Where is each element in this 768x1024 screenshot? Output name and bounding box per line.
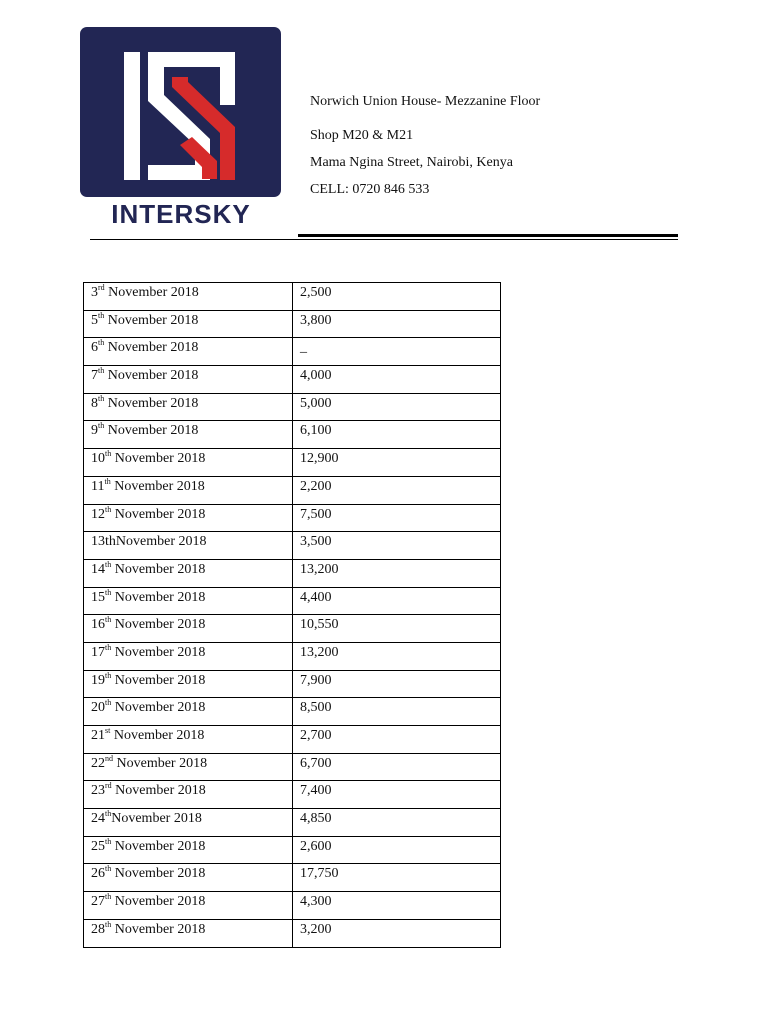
date-cell xyxy=(84,338,293,366)
amount-cell: 3,800 xyxy=(293,310,501,338)
date-cell xyxy=(84,421,293,449)
table-row xyxy=(84,642,501,670)
header-divider-thin xyxy=(90,239,678,240)
date-cell xyxy=(84,698,293,726)
date-day: 27 xyxy=(91,894,105,910)
amount-cell: 17,750 xyxy=(293,864,501,892)
date-day: 24 xyxy=(91,811,105,827)
date-cell xyxy=(84,283,293,311)
date-month-year: November 2018 xyxy=(111,644,206,660)
date-day: 17 xyxy=(91,644,105,660)
date-ordinal-suffix: th xyxy=(105,504,112,514)
date-cell xyxy=(84,919,293,947)
date-month-year: November 2018 xyxy=(111,617,206,633)
date-month-year: November 2018 xyxy=(104,285,199,300)
table-row xyxy=(84,449,501,477)
table-row xyxy=(84,310,501,338)
date-month-year: November 2018 xyxy=(104,312,199,328)
amount-cell: 5,000 xyxy=(293,393,501,421)
table-row xyxy=(84,615,501,643)
amount-cell: 4,000 xyxy=(293,366,501,394)
date-ordinal-suffix: th xyxy=(105,892,112,902)
date-day: 7 xyxy=(91,368,98,384)
date-day: 6 xyxy=(91,340,98,356)
table-row xyxy=(84,698,501,726)
amount-cell: 13,200 xyxy=(293,559,501,587)
table-row xyxy=(84,366,501,394)
date-day: 11 xyxy=(91,478,105,494)
date-month-year: November 2018 xyxy=(111,451,206,467)
date-ordinal-suffix: th xyxy=(105,919,112,929)
date-cell xyxy=(84,781,293,809)
amount-cell: 2,600 xyxy=(293,836,501,864)
table-row xyxy=(84,532,501,560)
date-day: 26 xyxy=(91,866,105,882)
address-line-1: Norwich Union House- Mezzanine Floor xyxy=(310,94,541,109)
amount-cell: 4,850 xyxy=(293,809,501,837)
logo-wordmark: INTERSKY xyxy=(111,199,251,229)
intersky-logo-icon xyxy=(80,27,281,197)
amount-cell: 2,700 xyxy=(293,726,501,754)
amount-cell: 6,100 xyxy=(293,421,501,449)
date-month-year: November 2018 xyxy=(111,838,206,854)
table-row xyxy=(84,283,501,311)
date-ordinal-suffix: th xyxy=(105,864,112,874)
date-day: 8 xyxy=(91,395,98,411)
date-month-year: November 2018 xyxy=(110,728,205,743)
date-ordinal-suffix: rd xyxy=(98,283,105,292)
date-day: 20 xyxy=(91,700,105,716)
date-month-year: November 2018 xyxy=(110,478,205,494)
amount-cell: 2,500 xyxy=(293,283,501,311)
address-line-3: Mama Ngina Street, Nairobi, Kenya xyxy=(310,155,513,170)
date-month-year: November 2018 xyxy=(111,672,206,688)
table-row xyxy=(84,781,501,809)
amount-cell: 10,550 xyxy=(293,615,501,643)
date-ordinal-suffix: th xyxy=(105,615,112,625)
date-day: 5 xyxy=(91,312,98,328)
date-cell xyxy=(84,809,293,837)
date-cell xyxy=(84,642,293,670)
date-day: 16 xyxy=(91,617,105,633)
table-row xyxy=(84,476,501,504)
date-ordinal-suffix: th xyxy=(105,449,112,459)
table-row xyxy=(84,338,501,366)
date-day: 9 xyxy=(91,423,98,439)
table-row xyxy=(84,919,501,947)
date-month-year: November 2018 xyxy=(111,921,206,937)
date-ordinal-suffix: th xyxy=(105,670,112,680)
amount-cell: 7,400 xyxy=(293,781,501,809)
date-ordinal-suffix: rd xyxy=(105,781,112,791)
date-cell xyxy=(84,449,293,477)
date-month-year: November 2018 xyxy=(113,755,208,771)
table-row xyxy=(84,726,501,754)
date-day: 12 xyxy=(91,506,105,522)
table-row xyxy=(84,892,501,920)
table-row xyxy=(84,421,501,449)
header-divider-thick xyxy=(298,234,678,237)
date-ordinal-suffix: th xyxy=(105,698,112,708)
date-cell xyxy=(84,366,293,394)
daily-amounts-table xyxy=(83,282,501,948)
amount-cell: 7,900 xyxy=(293,670,501,698)
date-ordinal-suffix: th xyxy=(105,809,112,819)
date-day: 23 xyxy=(91,783,105,799)
date-cell xyxy=(84,559,293,587)
date-cell xyxy=(84,310,293,338)
date-day: 13thNovember 2018 xyxy=(91,534,207,550)
table-row xyxy=(84,753,501,781)
date-cell xyxy=(84,836,293,864)
date-day: 25 xyxy=(91,838,105,854)
date-cell xyxy=(84,726,293,754)
date-ordinal-suffix: th xyxy=(104,476,111,486)
date-ordinal-suffix: nd xyxy=(105,753,113,763)
amount-cell: 13,200 xyxy=(293,642,501,670)
company-logo xyxy=(80,27,281,197)
date-cell xyxy=(84,393,293,421)
table-body xyxy=(84,283,501,948)
date-ordinal-suffix: th xyxy=(98,366,105,376)
date-cell xyxy=(84,864,293,892)
date-cell xyxy=(84,476,293,504)
date-cell xyxy=(84,670,293,698)
date-month-year: November 2018 xyxy=(111,894,206,910)
table-row xyxy=(84,809,501,837)
date-day: 14 xyxy=(91,561,105,577)
table-row xyxy=(84,864,501,892)
date-day: 28 xyxy=(91,921,105,937)
phone-line: CELL: 0720 846 533 xyxy=(310,182,430,197)
amount-cell: 6,700 xyxy=(293,753,501,781)
date-month-year: November 2018 xyxy=(111,561,206,577)
date-ordinal-suffix: th xyxy=(98,393,105,403)
date-month-year: November 2018 xyxy=(111,811,202,827)
date-month-year: November 2018 xyxy=(104,395,199,411)
amount-cell: 12,900 xyxy=(293,449,501,477)
date-month-year: November 2018 xyxy=(111,700,206,716)
date-cell xyxy=(84,615,293,643)
date-cell xyxy=(84,532,293,560)
date-day: 3 xyxy=(91,285,98,300)
date-ordinal-suffix: th xyxy=(105,836,112,846)
amount-cell: _ xyxy=(293,338,501,366)
date-day: 21 xyxy=(91,728,105,743)
date-ordinal-suffix: th xyxy=(98,421,105,431)
date-cell xyxy=(84,587,293,615)
date-month-year: November 2018 xyxy=(104,340,199,356)
date-cell xyxy=(84,892,293,920)
amount-cell: 2,200 xyxy=(293,476,501,504)
date-ordinal-suffix: st xyxy=(105,726,111,735)
amount-cell: 7,500 xyxy=(293,504,501,532)
date-ordinal-suffix: th xyxy=(105,642,112,652)
amount-cell: 4,400 xyxy=(293,587,501,615)
date-cell xyxy=(84,753,293,781)
table-row xyxy=(84,587,501,615)
date-ordinal-suffix: th xyxy=(98,310,105,320)
address-line-2: Shop M20 & M21 xyxy=(310,128,414,143)
amount-cell: 8,500 xyxy=(293,698,501,726)
date-ordinal-suffix: th xyxy=(105,559,112,569)
amount-cell: 3,200 xyxy=(293,919,501,947)
date-month-year: November 2018 xyxy=(111,866,206,882)
date-cell xyxy=(84,504,293,532)
amount-cell: 3,500 xyxy=(293,532,501,560)
table-row xyxy=(84,393,501,421)
date-ordinal-suffix: th xyxy=(105,587,112,597)
date-day: 19 xyxy=(91,672,105,688)
table-row xyxy=(84,670,501,698)
date-ordinal-suffix: th xyxy=(98,338,105,348)
table-row xyxy=(84,836,501,864)
date-day: 10 xyxy=(91,451,105,467)
date-month-year: November 2018 xyxy=(111,783,206,799)
date-month-year: November 2018 xyxy=(104,423,199,439)
date-month-year: November 2018 xyxy=(111,506,206,522)
date-month-year: November 2018 xyxy=(104,368,199,384)
date-day: 15 xyxy=(91,589,105,605)
date-month-year: November 2018 xyxy=(111,589,206,605)
amount-cell: 4,300 xyxy=(293,892,501,920)
date-day: 22 xyxy=(91,755,105,771)
table-row xyxy=(84,504,501,532)
table-row xyxy=(84,559,501,587)
